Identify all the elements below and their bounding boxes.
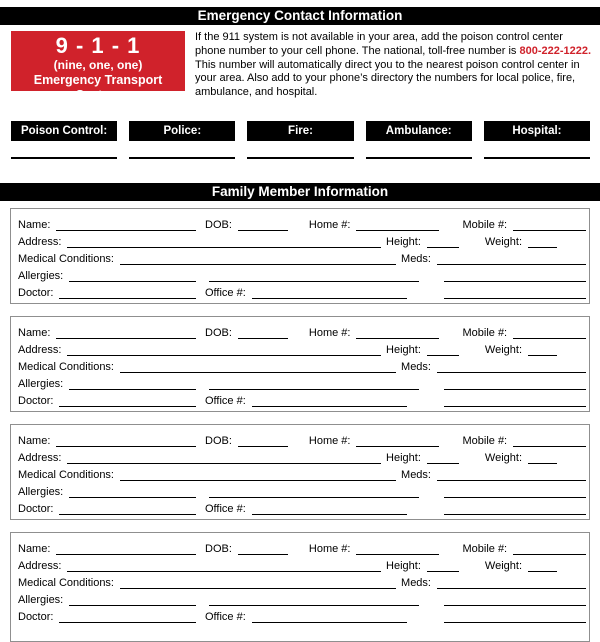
- 911-phonetic: (nine, one, one): [53, 58, 143, 72]
- height-label: Height:: [386, 451, 421, 464]
- doctor-blank-line: [59, 296, 196, 299]
- meds-blank-line: [437, 586, 586, 589]
- emergency-intro-section: [11, 31, 596, 100]
- meds-continuation-line: [444, 279, 586, 282]
- family-member-card: [10, 316, 590, 412]
- member-row-medical: [18, 248, 586, 265]
- 911-number: 9 - 1 - 1: [55, 33, 141, 58]
- mobile-phone-field: [462, 435, 586, 447]
- height-field: [386, 344, 459, 356]
- weight-field: [485, 560, 557, 572]
- medical-conditions-label: Medical Conditions:: [18, 360, 114, 373]
- height-blank-line: [427, 569, 459, 572]
- name-label: Name:: [18, 434, 51, 447]
- medical-conditions-field: [18, 577, 396, 589]
- meds-field: [401, 577, 586, 589]
- contact-column-ambulance: [366, 121, 472, 159]
- meds-field: [401, 253, 586, 265]
- office-phone-field: [205, 611, 407, 623]
- medical-conditions-field: [18, 469, 396, 481]
- allergies-field: [18, 378, 196, 390]
- meds-label: Meds:: [401, 468, 431, 481]
- member-row-doctor: [18, 498, 586, 515]
- office-phone-label: Office #:: [205, 394, 246, 407]
- address-label: Address:: [18, 559, 62, 572]
- member-row-medical: [18, 356, 586, 373]
- meds-label: Meds:: [401, 252, 431, 265]
- doctor-field: [18, 611, 196, 623]
- contact-column-police: [129, 121, 235, 159]
- medical-conditions-label: Medical Conditions:: [18, 468, 114, 481]
- meds-blank-line: [437, 262, 586, 265]
- medical-conditions-blank-line: [120, 478, 396, 481]
- weight-blank-line: [528, 353, 557, 356]
- member-row-allergies: [18, 265, 586, 282]
- allergies-continuation-line: [209, 279, 419, 282]
- member-row-name: [18, 430, 586, 447]
- allergies-field: [18, 270, 196, 282]
- mobile-phone-blank-line: [513, 228, 586, 231]
- member-row-doctor: [18, 606, 586, 623]
- family-member-card: [10, 532, 590, 642]
- police-label: Police:: [129, 121, 235, 141]
- poison-control-phone-number: 800-222-1222.: [519, 44, 592, 57]
- name-field: [18, 435, 196, 447]
- meds-continuation-line: [444, 603, 586, 606]
- weight-field: [485, 236, 557, 248]
- dob-label: DOB:: [205, 218, 232, 231]
- office-phone-label: Office #:: [205, 286, 246, 299]
- mobile-phone-label: Mobile #:: [462, 434, 508, 447]
- height-field: [386, 236, 459, 248]
- address-field: [18, 452, 381, 464]
- medical-conditions-label: Medical Conditions:: [18, 252, 114, 265]
- member-row-address: [18, 447, 586, 464]
- dob-field: [205, 543, 288, 555]
- family-member-card: [10, 424, 590, 520]
- allergies-label: Allergies:: [18, 377, 64, 390]
- office-phone-field: [205, 287, 407, 299]
- name-blank-line: [56, 444, 196, 447]
- hospital-blank-line: [484, 157, 590, 159]
- office-phone-label: Office #:: [205, 610, 246, 623]
- mobile-phone-blank-line: [513, 444, 586, 447]
- allergies-field: [18, 486, 196, 498]
- address-blank-line: [67, 245, 381, 248]
- dob-blank-line: [238, 228, 288, 231]
- doctor-label: Doctor:: [18, 502, 54, 515]
- mobile-phone-field: [462, 327, 586, 339]
- member-row-allergies: [18, 589, 586, 606]
- address-field: [18, 236, 381, 248]
- contact-column-hospital: [484, 121, 590, 159]
- mobile-phone-label: Mobile #:: [462, 326, 508, 339]
- member-row-name: [18, 538, 586, 555]
- dob-blank-line: [238, 336, 288, 339]
- address-blank-line: [67, 569, 381, 572]
- weight-blank-line: [528, 569, 557, 572]
- police-blank-line: [129, 157, 235, 159]
- home-phone-field: [309, 435, 440, 447]
- home-phone-label: Home #:: [308, 326, 351, 339]
- allergies-continuation-line: [209, 495, 419, 498]
- weight-label: Weight:: [484, 451, 522, 464]
- home-phone-blank-line: [356, 444, 439, 447]
- family-member-cards: [10, 208, 590, 642]
- dob-field: [205, 435, 288, 447]
- dob-label: DOB:: [205, 326, 232, 339]
- meds-continuation-line: [444, 495, 586, 498]
- dob-field: [205, 327, 288, 339]
- weight-blank-line: [528, 245, 557, 248]
- home-phone-label: Home #:: [308, 542, 351, 555]
- mobile-phone-label: Mobile #:: [462, 218, 508, 231]
- doctor-label: Doctor:: [18, 610, 54, 623]
- emergency-contacts-row: [11, 121, 590, 159]
- member-row-address: [18, 339, 586, 356]
- poison-control-note: [195, 31, 596, 100]
- fire-label: Fire:: [247, 121, 353, 141]
- hospital-label: Hospital:: [484, 121, 590, 141]
- contact-column-fire: [247, 121, 353, 159]
- family-section-title: Family Member Information: [0, 183, 600, 201]
- address-blank-line: [67, 461, 381, 464]
- address-field: [18, 344, 381, 356]
- member-row-allergies: [18, 373, 586, 390]
- mobile-phone-field: [462, 219, 586, 231]
- height-field: [386, 452, 459, 464]
- meds-blank-line: [437, 370, 586, 373]
- contact-column-poison-control: [11, 121, 117, 159]
- meds-blank-line: [437, 478, 586, 481]
- height-label: Height:: [386, 559, 421, 572]
- mobile-phone-blank-line: [513, 336, 586, 339]
- height-blank-line: [427, 461, 459, 464]
- meds-field: [401, 361, 586, 373]
- weight-field: [485, 452, 557, 464]
- doctor-blank-line: [59, 512, 196, 515]
- doctor-field: [18, 287, 196, 299]
- address-blank-line: [67, 353, 381, 356]
- name-blank-line: [56, 228, 196, 231]
- medical-conditions-blank-line: [120, 262, 396, 265]
- member-row-name: [18, 322, 586, 339]
- meds-label: Meds:: [401, 360, 431, 373]
- fire-blank-line: [247, 157, 353, 159]
- name-label: Name:: [18, 542, 51, 555]
- doctor-label: Doctor:: [18, 394, 54, 407]
- dob-blank-line: [238, 444, 288, 447]
- allergies-continuation-line: [209, 387, 419, 390]
- 911-system-name: Emergency Transport System: [33, 73, 163, 102]
- member-row-medical: [18, 572, 586, 589]
- home-phone-field: [309, 327, 440, 339]
- meds-field: [401, 469, 586, 481]
- note-text-after: This number will automatically direct you to the nearest poison control center in your area. Also add to your phone’s directory the numbers for local police, fire, ambulance, and hospital.: [195, 58, 580, 99]
- home-phone-field: [309, 219, 440, 231]
- member-row-name: [18, 214, 586, 231]
- name-field: [18, 327, 196, 339]
- home-phone-field: [309, 543, 440, 555]
- poison-control-blank-line: [11, 157, 117, 159]
- meds-continuation-line: [444, 404, 586, 407]
- home-phone-label: Home #:: [308, 218, 351, 231]
- office-phone-blank-line: [252, 404, 407, 407]
- name-field: [18, 543, 196, 555]
- doctor-field: [18, 395, 196, 407]
- allergies-blank-line: [69, 603, 196, 606]
- mobile-phone-field: [462, 543, 586, 555]
- height-blank-line: [427, 245, 459, 248]
- home-phone-label: Home #:: [308, 434, 351, 447]
- allergies-label: Allergies:: [18, 485, 64, 498]
- mobile-phone-label: Mobile #:: [462, 542, 508, 555]
- doctor-blank-line: [59, 404, 196, 407]
- family-member-card: [10, 208, 590, 304]
- medical-conditions-field: [18, 253, 396, 265]
- doctor-label: Doctor:: [18, 286, 54, 299]
- allergies-blank-line: [69, 495, 196, 498]
- allergies-label: Allergies:: [18, 269, 64, 282]
- weight-label: Weight:: [484, 343, 522, 356]
- name-label: Name:: [18, 326, 51, 339]
- office-phone-field: [205, 395, 407, 407]
- medical-conditions-blank-line: [120, 586, 396, 589]
- poison-control-label: Poison Control:: [11, 121, 117, 141]
- 911-emergency-box: [11, 31, 185, 102]
- allergies-continuation-line: [209, 603, 419, 606]
- height-blank-line: [427, 353, 459, 356]
- address-field: [18, 560, 381, 572]
- weight-label: Weight:: [484, 559, 522, 572]
- page-title: Emergency Contact Information: [0, 7, 600, 25]
- member-row-address: [18, 555, 586, 572]
- ambulance-blank-line: [366, 157, 472, 159]
- allergies-label: Allergies:: [18, 593, 64, 606]
- allergies-field: [18, 594, 196, 606]
- address-label: Address:: [18, 343, 62, 356]
- home-phone-blank-line: [356, 228, 439, 231]
- dob-field: [205, 219, 288, 231]
- ambulance-label: Ambulance:: [366, 121, 472, 141]
- height-label: Height:: [386, 235, 421, 248]
- home-phone-blank-line: [356, 552, 439, 555]
- address-label: Address:: [18, 451, 62, 464]
- member-row-medical: [18, 464, 586, 481]
- meds-continuation-line: [444, 387, 586, 390]
- height-field: [386, 560, 459, 572]
- medical-conditions-field: [18, 361, 396, 373]
- office-phone-label: Office #:: [205, 502, 246, 515]
- doctor-field: [18, 503, 196, 515]
- member-row-doctor: [18, 282, 586, 299]
- weight-label: Weight:: [484, 235, 522, 248]
- member-row-doctor: [18, 390, 586, 407]
- note-text-before: If the 911 system is not available in your area, add the poison control center phone number to your cell phone. The national, toll-free number is: [195, 31, 563, 57]
- weight-field: [485, 344, 557, 356]
- home-phone-blank-line: [356, 336, 439, 339]
- weight-blank-line: [528, 461, 557, 464]
- height-label: Height:: [386, 343, 421, 356]
- member-row-allergies: [18, 481, 586, 498]
- office-phone-blank-line: [252, 296, 407, 299]
- address-label: Address:: [18, 235, 62, 248]
- office-phone-field: [205, 503, 407, 515]
- meds-continuation-line: [444, 296, 586, 299]
- meds-continuation-line: [444, 512, 586, 515]
- dob-blank-line: [238, 552, 288, 555]
- office-phone-blank-line: [252, 512, 407, 515]
- allergies-blank-line: [69, 279, 196, 282]
- allergies-blank-line: [69, 387, 196, 390]
- medical-conditions-label: Medical Conditions:: [18, 576, 114, 589]
- meds-label: Meds:: [401, 576, 431, 589]
- dob-label: DOB:: [205, 542, 232, 555]
- name-blank-line: [56, 552, 196, 555]
- member-row-address: [18, 231, 586, 248]
- mobile-phone-blank-line: [513, 552, 586, 555]
- name-label: Name:: [18, 218, 51, 231]
- dob-label: DOB:: [205, 434, 232, 447]
- name-blank-line: [56, 336, 196, 339]
- name-field: [18, 219, 196, 231]
- medical-conditions-blank-line: [120, 370, 396, 373]
